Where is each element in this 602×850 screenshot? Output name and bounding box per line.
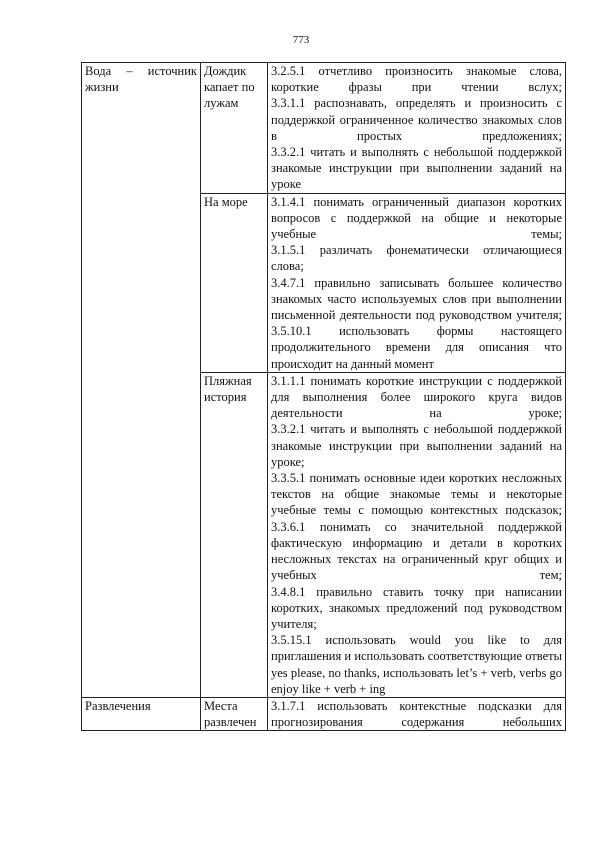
table-row [82, 63, 566, 194]
section-name: Вода – источник жизни [85, 64, 197, 95]
objective-item: 3.3.1.1 распознавать, определять и произносить с поддержкой ограниченное количество знакомых слов в простых предложениях; [271, 96, 562, 143]
objective-item: 3.3.6.1 понимать со значительной поддержкой фактическую информацию и детали в коротких несложных текстах на ограниченный круг общих и учебных тем; [271, 519, 562, 583]
table-row [82, 697, 566, 730]
objective-item: 3.5.15.1 использовать would you like to для приглашения и использовать соответствующие ответы yes please, no thanks, использовать let’s + verb, verbs go enjoy like + verb + ing [271, 633, 562, 696]
topic-cell [201, 372, 268, 697]
topic-name: Пляжная история [204, 373, 252, 405]
objectives-cell [268, 193, 566, 372]
objectives-cell [268, 63, 566, 194]
objective-item: 3.3.2.1 читать и выполнять с небольшой поддержкой знакомые инструкции при выполнении заданий на уроке; [271, 422, 562, 469]
objective-item: 3.5.10.1 использовать формы настоящего продолжительного времени для описания что происходит на данный момент [271, 324, 562, 371]
objective-item: 3.1.7.1 использовать контекстные подсказки для прогнозирования содержания небольших [271, 698, 562, 730]
topic-name: На море [204, 194, 248, 209]
objectives-cell [268, 372, 566, 697]
section-cell [82, 697, 201, 730]
objective-item: 3.3.2.1 читать и выполнять с небольшой поддержкой знакомые инструкции при выполнении заданий на уроке [271, 145, 562, 192]
objective-item: 3.3.5.1 понимать основные идеи коротких несложных текстов на общие знакомые темы и некоторые учебные темы с помощью контекстных подсказок; [271, 471, 562, 518]
topic-cell [201, 697, 268, 730]
topic-cell [201, 63, 268, 194]
curriculum-table [81, 62, 566, 731]
objective-item: 3.2.5.1 отчетливо произносить знакомые слова, короткие фразы при чтении вслух; [271, 64, 562, 95]
objective-item: 3.1.1.1 понимать короткие инструкции с поддержкой для выполнения более широкого круга видов деятельности на уроке; [271, 373, 562, 421]
topic-cell [201, 193, 268, 372]
section-name: Развлечения [85, 698, 151, 713]
objectives-cell [268, 697, 566, 730]
section-cell [82, 63, 201, 698]
objective-item: 3.4.8.1 правильно ставить точку при написании коротких, знакомых предложений под руководством учителя; [271, 584, 562, 631]
topic-name: Места развлечен [204, 698, 257, 730]
objective-item: 3.1.4.1 понимать ограниченный диапазон коротких вопросов с поддержкой на общие и некоторые учебные темы; [271, 194, 562, 242]
objective-item: 3.4.7.1 правильно записывать большее количество знакомых часто используемых слов при выполнении письменной деятельности под руководством учителя; [271, 275, 562, 323]
page-number: 773 [292, 34, 310, 46]
objective-item: 3.1.5.1 различать фонематически отличающиеся слова; [271, 243, 562, 274]
topic-name: Дождик капает по лужам [204, 64, 255, 111]
